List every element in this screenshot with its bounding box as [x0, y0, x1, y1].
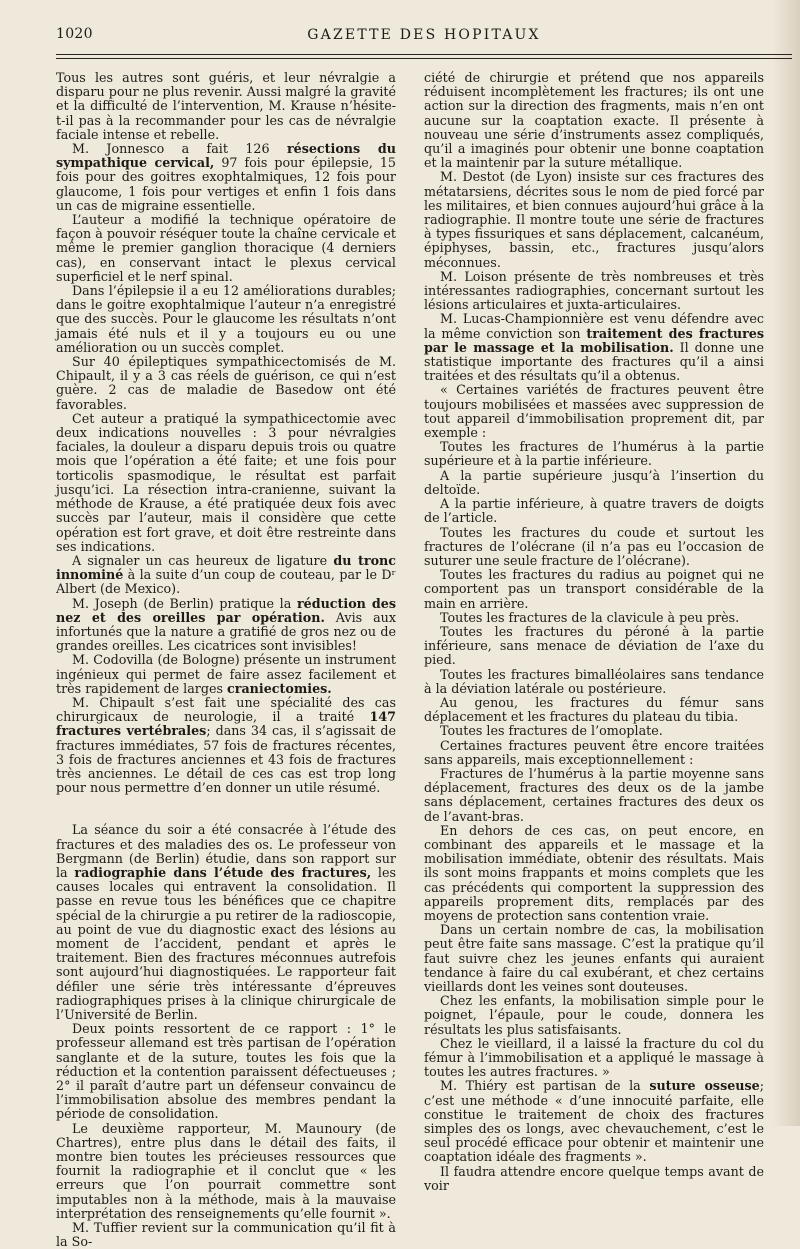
text-run: A signaler un cas heureux de ligature: [72, 552, 334, 568]
text-run: En dehors de ces cas, on peut encore, en combinant des appareils et le massage et la mobilisation immédiate, obtenir des résultats. Mais ils sont moins frappants et moins complets que les cas précédents qui comportent la suppression des appareils proprement dits, remplacés par des moyens de protection sans contention vraie.: [424, 822, 764, 923]
paragraph: [424, 625, 764, 668]
text-run: Toutes les fractures de l’humérus à la partie supérieure et à la partie inférieure.: [424, 439, 764, 469]
paragraph: [56, 1221, 396, 1249]
paragraph: [56, 823, 396, 1022]
paragraph: [424, 383, 764, 440]
paragraph: [424, 668, 764, 696]
text-run: M. Jonnesco a fait 126: [72, 141, 287, 157]
paragraph: [424, 497, 764, 525]
text-run: ; c’est une méthode « d’une innocuité parfaite, elle constitue le traitement de choix des fractures simples des os longs, avec chevauchement, c’est le seul procédé efficace pour obtenir et maintenir une coaptation idéale des fragments ».: [424, 1078, 764, 1165]
text-run: A la partie supérieure jusqu’à l’insertion du deltoïde.: [424, 467, 764, 497]
paragraph: [424, 1037, 764, 1080]
text-run: M. Destot (de Lyon) insiste sur ces fractures des métatarsiens, décrites sous le nom de pied forcé par les militaires, et bien connues aujourd’hui grâce à la radiographie. Il montre toute une série de fractures à types fissuriques et sans déplacement, calcanéum, épiphyses, bassin, etc., fractures jusqu’alors méconnues.: [424, 169, 764, 270]
paragraph: [424, 270, 764, 313]
paragraph: [56, 1022, 396, 1121]
paragraph: [56, 284, 396, 355]
header-rule-bottom: [56, 58, 792, 59]
text-run: Deux points ressortent de ce rapport : 1° le professeur allemand est très partisan de l’opération sanglante et de la suture, toutes les fois que la réduction et la contention paraissent défectueuses ; 2° il paraît d’autre part un défenseur convaincu de l’immobilisation absolue des membres pendant la période de consolidation.: [56, 1021, 396, 1122]
paragraph: [56, 213, 396, 284]
text-run: Il donne une statistique importante des fractures qu’il a ainsi traitées et des résultats qu’il a obtenus.: [424, 339, 764, 384]
text-run: Chez les enfants, la mobilisation simple pour le poignet, l’épaule, pour le coude, donnera les résultats les plus satisfaisants.: [424, 993, 764, 1037]
text-run: Dans l’épilepsie il a eu 12 améliorations durables; dans le goitre exophtalmique l’auteur n’a enregistré que des succès. Pour le glaucome les résultats n’ont jamais été nuls et il y a toujours eu ou une amélioration ou un succès complet.: [56, 283, 396, 355]
text-run: Au genou, les fractures du fémur sans déplacement et les fractures du plateau du tibia.: [424, 694, 764, 725]
paragraph: [424, 71, 764, 170]
paragraph: [424, 739, 764, 767]
paragraph: [424, 824, 764, 923]
text-run: Toutes les fractures du coude et surtout les fractures de l’olécrane (il n’a pas eu l’occasion de suturer une seule fracture de l’olécrane).: [424, 524, 764, 568]
paragraph: [56, 355, 396, 412]
text-run: M. Codovilla (de Bologne) présente un instrument ingénieux qui permet de faire assez facilement et très rapidement de larges: [56, 652, 396, 696]
text-run: Avis aux infortunés que la nature a gratifié de gros nez ou de grandes oreilles. Les cicatrices sont invisibles!: [56, 609, 396, 654]
running-title: GAZETTE DES HOPITAUX: [307, 27, 541, 43]
text-run: ciété de chirurgie et prétend que nos appareils réduisent incomplètement les fractures; ils ont une action sur la direction des fragments, mais n’en ont aucune sur la coaptation exacte. Il présente à nouveau une série d’instruments assez compliqués, qu’il a imaginés pour obtenir une bonne coaptation et la maintenir par la suture métallique.: [424, 70, 764, 171]
paragraph: [424, 469, 764, 497]
text-run: ; dans 34 cas, il s’agissait de fractures immédiates, 57 fois de fractures récentes, 3 fois de fractures anciennes et 43 fois de fractures très anciennes. Le détail de ces cas est trop long pour nous permettre d’en donner un utile résumé.: [56, 723, 396, 796]
text-run: Tous les autres sont guéris, et leur névralgie a disparu pour ne plus revenir. Aussi malgré la gravité et la difficulté de l’intervention, M. Krause n’hésite-t-il pas à la recommander pour les cas de névralgie faciale intense et rebelle.: [56, 70, 396, 142]
text-run: La séance du soir a été consacrée à l’étude des fractures et des maladies des os. Le professeur von Bergmann (de Berlin) étudie, dans son rapport sur la: [56, 822, 396, 880]
text-run: M. Loison présente de très nombreuses et très intéressantes radiographies, concernant surtout les lésions articulaires et juxta-articulaires.: [424, 268, 764, 313]
paragraph: [56, 597, 396, 654]
text-run: Toutes les fractures du péroné à la partie inférieure, sans menace de déviation de l’axe du pied.: [424, 623, 764, 668]
paragraph: [56, 653, 396, 696]
text-run: M. Thiéry est partisan de la: [440, 1078, 650, 1094]
right-column: [424, 71, 764, 1193]
text-run: Toutes les fractures bimalléolaires sans tendance à la déviation latérale ou postérieure.: [424, 666, 764, 696]
text-run: Sur 40 épileptiques sympathicectomisés de M. Chipault, il y a 3 cas réels de guérison, ce qui n’est guère. 2 cas de maladie de Basedow ont été favorables.: [56, 354, 396, 412]
text-run: Chez le vieillard, il a laissé la fracture du col du fémur à l’immobilisation et a appliqué le massage à toutes les autres fractures. »: [424, 1035, 764, 1080]
text-run: « Certaines variétés de fractures peuvent être toujours mobilisées et massées avec suppression de tout appareil d’immobilisation proprement dit, par exemple :: [424, 382, 764, 441]
text-run: à la suite d’un coup de couteau, par le Dʳ Albert (de Mexico).: [56, 567, 396, 597]
paragraph: [424, 923, 764, 994]
bold-phrase: du tronc innominé: [56, 552, 396, 583]
paragraph: [424, 611, 764, 625]
text-run: 97 fois pour épilepsie, 15 fois pour des goitres exophtalmiques, 12 fois pour glaucome, 1 fois pour vertiges et enfin 1 fois dans un cas de migraine essentielle.: [56, 155, 396, 213]
bold-phrase: traitement des fractures par le massage et la mobilisation.: [424, 325, 764, 355]
bold-phrase: réduction des nez et des oreilles par opération.: [56, 595, 396, 625]
text-run: Le deuxième rapporteur, M. Maunoury (de Chartres), entre plus dans le détail des faits, il montre bien toutes les précieuses ressources que fournit la radiographie et il conclut que « les erreurs que l’on pourrait commettre sont imputables non à la méthode, mais à la mauvaise interprétation des renseignements qu’elle fournit ».: [56, 1120, 396, 1221]
text-run: M. Joseph (de Berlin) pratique la: [72, 595, 297, 611]
paragraph: [424, 526, 764, 569]
paragraph: [424, 568, 764, 611]
bold-phrase: suture osseuse: [649, 1078, 760, 1094]
bold-phrase: résections du sympathique cervical,: [56, 141, 396, 171]
text-run: M. Chipault s’est fait une spécialité des cas chirurgicaux de neurologie, il a traité: [56, 694, 396, 725]
bold-phrase: radiographie dans l’étude des fractures,: [74, 864, 372, 880]
bold-phrase: 147 fractures vertébrales: [56, 709, 396, 739]
page-edge-shadow: [772, 0, 800, 1126]
paragraph: [56, 412, 396, 554]
text-run: Cet auteur a pratiqué la sympathicectomie avec deux indications nouvelles : 3 pour névralgies faciales, la douleur a disparu depuis trois ou quatre mois que l’opération a été faite; et une fois pour torticolis spasmodique, le résultat est parfait jusqu’ici. La résection intra-cranienne, suivant la méthode de Krause, a été pratiquée deux fois avec succès par l’auteur, mais il considère que cette opération est fort grave, et doit être restreinte dans ses indications.: [56, 410, 396, 554]
text-run: L’auteur a modifié la technique opératoire de façon à pouvoir réséquer toute la chaîne cervicale et même le premier ganglion thoracique (4 derniers cas), en conservant intact le plexus cervical superficiel et le nerf spinal.: [56, 212, 396, 284]
paragraph: [424, 1165, 764, 1193]
paragraph: [56, 554, 396, 597]
paragraph: [424, 440, 764, 468]
bold-phrase: craniectomies.: [227, 680, 332, 696]
text-run: Toutes les fractures du radius au poignet qui ne comportent pas un transport considérable de la main en arrière.: [424, 567, 764, 611]
paragraph: [424, 767, 764, 824]
text-run: M. Tuffier revient sur la communication qu’il fit à la So-: [56, 1220, 396, 1249]
paragraph: [424, 696, 764, 724]
text-run: Toutes les fractures de la clavicule à peu près.: [440, 609, 740, 625]
paragraph: [424, 170, 764, 269]
text-run: Toutes les fractures de l’omoplate.: [440, 723, 663, 739]
text-run: Fractures de l’humérus à la partie moyenne sans déplacement, fractures des deux os de la jambe sans déplacement, certaines fractures des deux os de l’avant-bras.: [424, 765, 764, 824]
text-run: Il faudra attendre encore quelque temps avant de voir: [424, 1163, 764, 1193]
page-header: [56, 22, 792, 54]
paragraph: [424, 312, 764, 383]
paragraph: [56, 142, 396, 213]
paragraph: [56, 1122, 396, 1221]
paragraph: [56, 71, 396, 142]
text-run: les causes locales qui entravent la consolidation. Il passe en revue tous les bénéfices que ce chapitre spécial de la chirurgie a pu retirer de la radioscopie, au point de vue du diagnostic exact des lésions au moment de l’accident, pendant et après le traitement. Bien des fractures méconnues autrefois sont aujourd’hui diagnostiquées. Le rapporteur fait défiler une série très intéressante d’épreuves radiographiques prises à la clinique chirurgicale de l’Université de Berlin.: [56, 864, 396, 1022]
paragraph: [424, 724, 764, 738]
paragraph: [56, 696, 396, 795]
paragraph: [424, 1079, 764, 1164]
text-run: Dans un certain nombre de cas, la mobilisation peut être faite sans massage. C’est la pratique qu’il faut suivre chez les jeunes enfants qui auraient tendance à faire du cal exubérant, et chez certains vieillards dont les veines sont douteuses.: [424, 922, 764, 994]
text-run: Certaines fractures peuvent être encore traitées sans appareils, mais exceptionnellement :: [424, 737, 764, 767]
text-run: A la partie inférieure, à quatre travers de doigts de l’article.: [424, 496, 764, 526]
text-run: M. Lucas-Championnière est venu défendre avec la même conviction son: [424, 311, 764, 341]
header-rule-top: [56, 54, 792, 55]
paragraph: [424, 994, 764, 1037]
page-number: 1020: [56, 26, 93, 42]
left-column: [56, 71, 396, 1249]
